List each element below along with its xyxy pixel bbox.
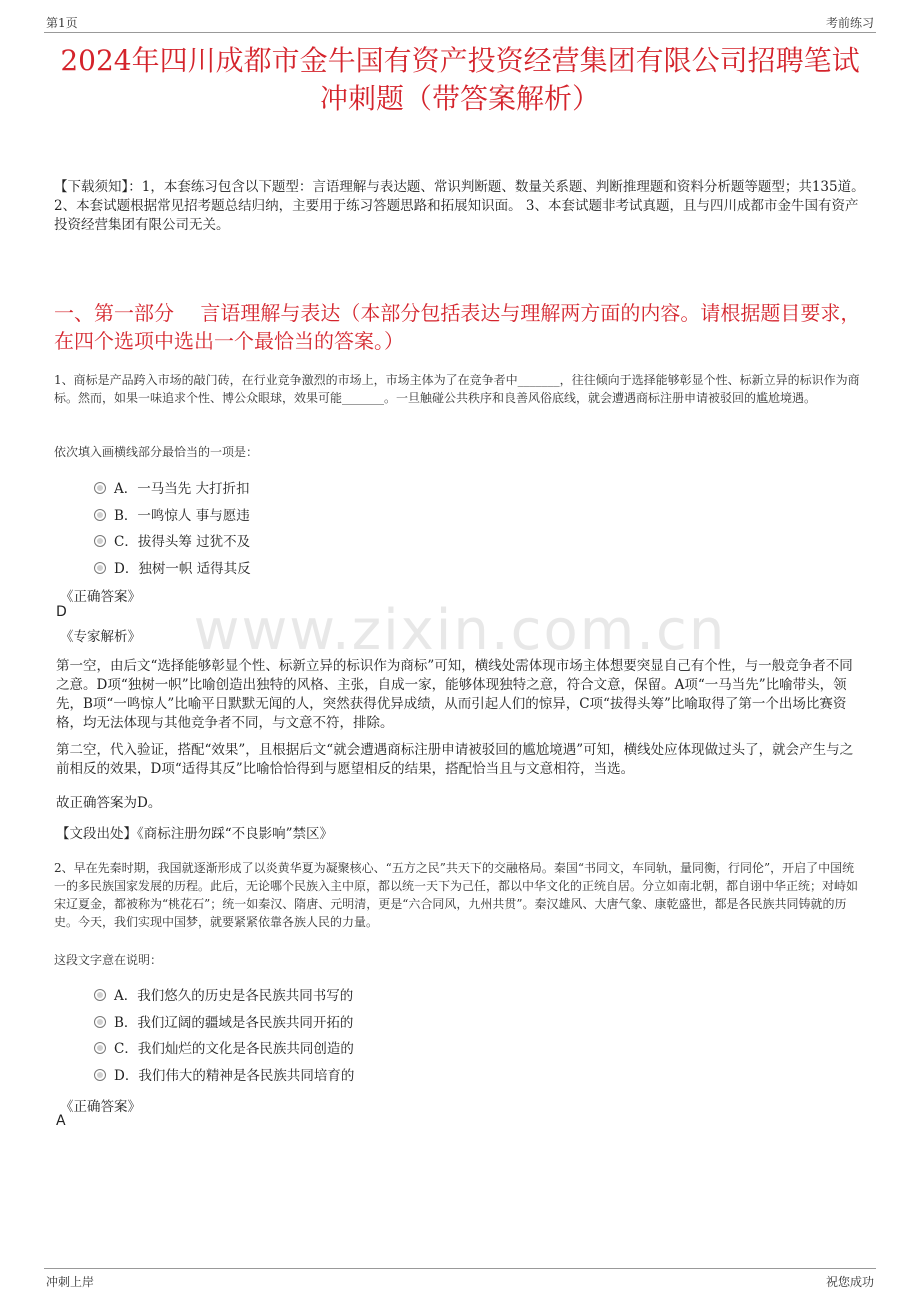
question-2-answer-label: 《正确答案》 [60,1099,141,1115]
radio-button-icon[interactable] [94,535,106,547]
option-label: B．一鸣惊人 事与愿违 [114,507,250,524]
watermark: www.zixin.com.cn [193,598,727,663]
question-1-analysis-paragraph-1: 第一空，由后文“选择能够彰显个性、标新立异的标识作为商标”可知，横线处需体现市场主体想要突显自己有个性，与一般竞争者不同之意。D项“独树一帜”比喻创造出独特的风格、主张，自成一家，能够体现独特之意，符合文意，保留。A项“一马当先”比喻带头，领先，B项“一鸣惊人”比喻平日默默无闻的人，突然获得优异成绩，从而引起人们的惊异，C项“拔得头筹”比喻取得了第一个出场比赛资格，均无法体现与其他竞争者不同，与文意不符，排除。 [56,658,853,731]
radio-button-icon[interactable] [94,1016,106,1028]
option-label: B．我们辽阔的疆域是各民族共同开拓的 [114,1014,354,1031]
footer-left-text: 冲刺上岸 [46,1275,95,1289]
question-1-analysis-conclusion: 故正确答案为D。 [56,795,162,811]
question-1-text: 1、商标是产品跨入市场的敲门砖，在行业竞争激烈的市场上，市场主体为了在竞争者中_______，往往倾向于选择能够彰显个性、标新立异的标识作为商标。然而，如果一味追求个性、博公众眼球，效果可能_______。一旦触碰公共秩序和良善风俗底线，就会遭遇商标注册申请被驳回的尴尬境遇。 [54,373,860,405]
radio-button-icon[interactable] [94,989,106,1001]
option-label: A．一马当先 大打折扣 [114,481,250,497]
question-1-answer: D [56,604,67,620]
question-2-answer: A [56,1113,66,1129]
header-right-text: 考前练习 [825,16,874,30]
option-label: C．我们灿烂的文化是各民族共同创造的 [114,1041,354,1057]
question-1-analysis-paragraph-2: 第二空，代入验证，搭配“效果”，且根据后文“就会遭遇商标注册申请被驳回的尴尬境遇”可知，横线处应体现做过头了，就会产生与之前相反的效果，D项“适得其反”比喻恰恰得到与愿望相反的结果，搭配恰当且与文意相符，当选。 [56,742,854,777]
section-title: 一、第一部分 言语理解与表达（本部分包括表达与理解两方面的内容。请根据题目要求，在四个选项中选出一个最恰当的答案。） [54,301,861,353]
radio-button-icon[interactable] [94,1042,106,1054]
page-footer [44,1268,876,1293]
footer-right-text: 祝您成功 [825,1275,874,1289]
download-notice: 【下载须知】：1，本套练习包含以下题型：言语理解与表达题、常识判断题、数量关系题、判断推理题和资料分析题等题型；共135道。 2、本套试题根据常见招考题总结归纳，主要用于练习答题思路和拓展知识面。 3、本套试题非考试真题，且与四川成都市金牛国有资产投资经营集团有限公司无关。 [54,179,865,233]
page-header [44,10,876,33]
question-1-source: 【文段出处】《商标注册勿踩“不良影响”禁区》 [56,826,334,842]
option-label: A．我们悠久的历史是各民族共同书写的 [114,988,354,1004]
radio-button-icon[interactable] [94,482,106,494]
radio-button-icon[interactable] [94,562,106,574]
option-label: D．独树一帜 适得其反 [114,560,251,577]
question-1-answer-label: 《正确答案》 [60,589,141,605]
option-label: D．我们伟大的精神是各民族共同培育的 [114,1067,355,1084]
radio-button-icon[interactable] [94,509,106,521]
radio-button-icon[interactable] [94,1069,106,1081]
page-number: 第1页 [46,16,78,30]
question-1-prompt: 依次填入画横线部分最恰当的一项是： [54,445,259,459]
question-2-prompt: 这段文字意在说明： [54,953,163,967]
question-2-text: 2、早在先秦时期，我国就逐渐形成了以炎黄华夏为凝聚核心、“五方之民”共天下的交融格局。秦国“书同文，车同轨，量同衡，行同伦”，开启了中国统一的多民族国家发展的历程。此后，无论哪个民族入主中原，都以统一天下为己任，都以中华文化的正统自居。分立如南北朝，都自诩中华正统；对峙如宋辽夏金，都被称为“桃花石”；统一如秦汉、隋唐、元明清，更是“六合同风，九州共贯”。秦汉雄风、大唐气象、康乾盛世，都是各民族共同铸就的历史。今天，我们实现中国梦，就要紧紧依靠各族人民的力量。 [54,861,859,929]
question-1-analysis-label: 《专家解析》 [60,629,141,645]
document-title: 2024年四川成都市金牛国有资产投资经营集团有限公司招聘笔试冲刺题（带答案解析） [60,44,860,115]
option-label: C．拔得头筹 过犹不及 [114,534,251,550]
